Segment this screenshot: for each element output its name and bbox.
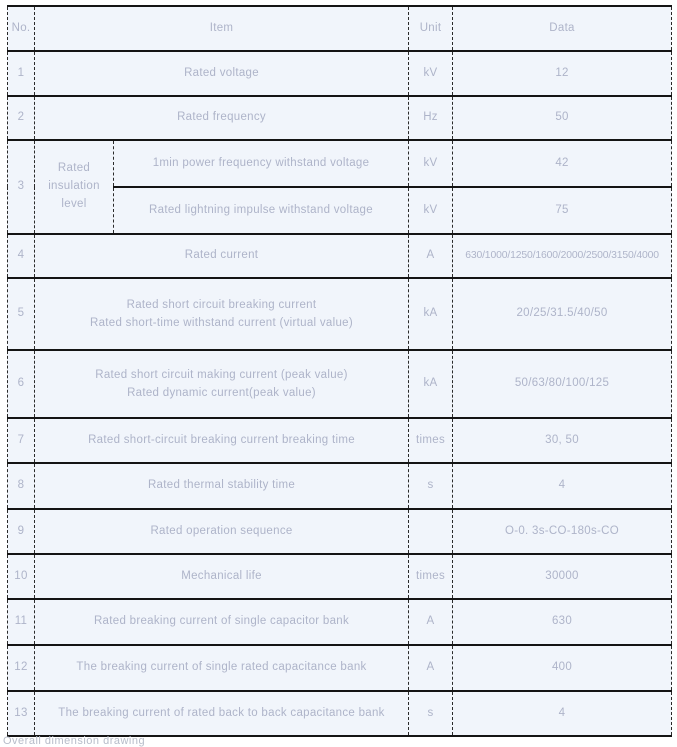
cell-no: 8	[8, 463, 35, 509]
table-row	[8, 51, 672, 96]
cell-item: The breaking current of rated back to back capacitance bank	[35, 691, 409, 736]
cell-no: 12	[8, 645, 35, 691]
cell-item: Rated frequency	[35, 96, 409, 140]
cell-item: Rated operation sequence	[35, 509, 409, 554]
cell-unit: A	[409, 599, 453, 645]
cell-no: 3	[8, 140, 35, 234]
table-row	[8, 418, 672, 463]
cell-no: 11	[8, 599, 35, 645]
cell-data: 50/63/80/100/125	[453, 350, 672, 418]
cell-item: Mechanical life	[35, 554, 409, 599]
cell-item: Rated lightning impulse withstand voltage	[114, 187, 409, 234]
cell-data: 4	[453, 691, 672, 736]
cell-unit: times	[409, 554, 453, 599]
cell-unit: kA	[409, 350, 453, 418]
cell-no: 13	[8, 691, 35, 736]
cell-data: 12	[453, 51, 672, 96]
cell-data: 630/1000/1250/1600/2000/2500/3150/4000	[453, 234, 672, 278]
cell-item: Rated short-circuit breaking current breaking time	[35, 418, 409, 463]
cell-data: 4	[453, 463, 672, 509]
table-row	[8, 509, 672, 554]
cell-unit: kV	[409, 140, 453, 187]
cell-unit: times	[409, 418, 453, 463]
cell-unit	[409, 509, 453, 554]
cell-unit: kV	[409, 51, 453, 96]
cell-data: 630	[453, 599, 672, 645]
cell-data: 30000	[453, 554, 672, 599]
cell-no: 6	[8, 350, 35, 418]
table-row	[8, 645, 672, 691]
cell-item: The breaking current of single rated capacitance bank	[35, 645, 409, 691]
table-row	[8, 463, 672, 509]
cell-item	[35, 350, 409, 418]
item-line-2: Rated dynamic current(peak value)	[127, 387, 316, 399]
item-line-2: Rated short-time withstand current (virtual value)	[90, 317, 353, 329]
table-row	[8, 350, 672, 418]
cell-item	[35, 278, 409, 350]
cell-unit: kV	[409, 187, 453, 234]
cell-unit: A	[409, 234, 453, 278]
table-row	[8, 234, 672, 278]
cell-unit: s	[409, 463, 453, 509]
footer-caption-clipped: Overall dimension drawing	[3, 735, 146, 747]
table-row	[8, 599, 672, 645]
cell-no: 1	[8, 51, 35, 96]
item-line-1: Rated short circuit making current (peak value)	[95, 368, 348, 381]
cell-data: 75	[453, 187, 672, 234]
table-row	[8, 278, 672, 350]
cell-item: 1min power frequency withstand voltage	[114, 140, 409, 187]
cell-no: 7	[8, 418, 35, 463]
cell-no: 4	[8, 234, 35, 278]
cell-no: 5	[8, 278, 35, 350]
cell-data: 400	[453, 645, 672, 691]
cell-unit: Hz	[409, 96, 453, 140]
cell-data: 20/25/31.5/40/50	[453, 278, 672, 350]
table-row-group-top	[8, 140, 672, 187]
cell-no: 9	[8, 509, 35, 554]
cell-data: 50	[453, 96, 672, 140]
col-header-data: Data	[453, 6, 672, 51]
cell-no: 10	[8, 554, 35, 599]
cell-item: Rated breaking current of single capacitor bank	[35, 599, 409, 645]
cell-item: Rated voltage	[35, 51, 409, 96]
cell-item: Rated thermal stability time	[35, 463, 409, 509]
table-row	[8, 691, 672, 736]
col-header-unit: Unit	[409, 6, 453, 51]
cell-unit: kA	[409, 278, 453, 350]
table-row	[8, 96, 672, 140]
cell-unit: A	[409, 645, 453, 691]
cell-no: 2	[8, 96, 35, 140]
table-row	[8, 554, 672, 599]
cell-unit: s	[409, 691, 453, 736]
col-header-item: Item	[35, 6, 409, 51]
cell-group-label: Rated insulation level	[35, 140, 114, 234]
cell-item: Rated current	[35, 234, 409, 278]
cell-data: 30, 50	[453, 418, 672, 463]
cell-data: 42	[453, 140, 672, 187]
spec-table	[7, 5, 672, 737]
col-header-no: No.	[8, 6, 35, 51]
item-line-1: Rated short circuit breaking current	[126, 298, 317, 311]
header-row	[8, 6, 672, 51]
cell-data: O-0. 3s-CO-180s-CO	[453, 509, 672, 554]
